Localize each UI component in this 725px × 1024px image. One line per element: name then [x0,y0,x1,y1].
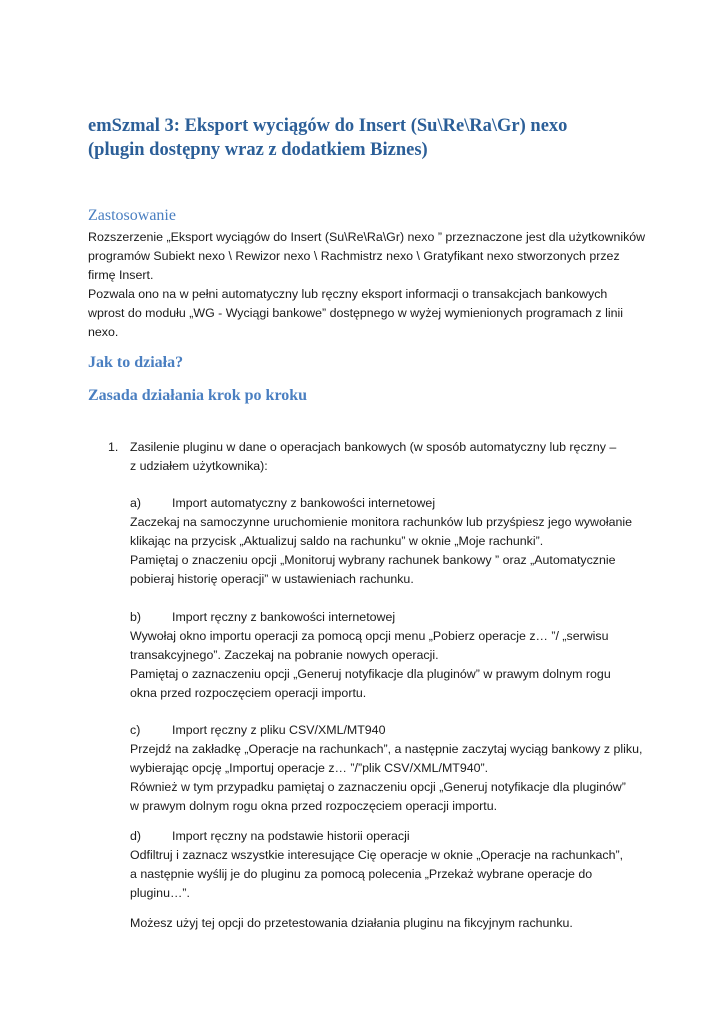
sub-heading-b [130,608,395,627]
sub-d-text [130,846,650,903]
sub-title: Import ręczny z bankowości internetowej [172,610,396,624]
sub-title: Import ręczny na podstawie historii operacji [172,829,410,843]
heading-zasada-dzialania: Zasada działania krok po kroku [88,387,308,404]
text-line: Pozwala ono na w pełni automatyczny lub ręczny eksport informacji o transakcjach bankowych [88,287,608,301]
text-line: klikając na przycisk „Aktualizuj saldo na rachunku” w oknie „Moje rachunki”. [130,534,544,548]
text-line: a następnie wyślij je do pluginu za pomocą polecenia „Przekaż wybrane operacje do [130,867,593,881]
step-1-text [130,438,650,476]
sub-heading-c [130,721,385,740]
title-line: (plugin dostępny wraz z dodatkiem Biznes) [88,140,428,160]
text-line: Również w tym przypadku pamiętaj o zaznaczeniu opcji „Generuj notyfikacje dla pluginów” [130,780,626,794]
paragraph-zastosowanie [88,228,648,342]
sub-heading-a [130,494,435,513]
text-line: okna przed rozpoczęciem operacji importu. [130,686,367,700]
text-line: nexo. [88,325,119,339]
sub-letter: c) [130,723,141,737]
text-line: transakcyjnego”. Zaczekaj na pobranie nowych operacji. [130,648,439,662]
sub-b-text [130,627,650,703]
text-line: pluginu…”. [130,886,190,900]
text-line: Przejdź na zakładkę „Operacje na rachunkach”, a następnie zaczytaj wyciąg bankowy z pliku, [130,742,643,756]
text-line: pobieraj historię operacji” w ustawieniach rachunku. [130,572,414,586]
note-text [130,914,650,933]
text-line: wybierając opcję „Importuj operacje z… ”/”plik CSV/XML/MT940”. [130,761,489,775]
text-line: programów Subiekt nexo \ Rewizor nexo \ Rachmistrz nexo \ Gratyfikant nexo stworzonych przez [88,249,620,263]
sub-a-text [130,513,650,589]
sub-letter: b) [130,610,142,624]
text-line: Pamiętaj o znaczeniu opcji „Monitoruj wybrany rachunek bankowy ” oraz „Automatycznie [130,553,616,567]
text-line: Wywołaj okno importu operacji za pomocą opcji menu „Pobierz operacje z… ”/ „serwisu [130,629,609,643]
text-line: Rozszerzenie „Eksport wyciągów do Insert (Su\Re\Ra\Gr) nexo ” przeznaczone jest dla użytkowników [88,230,646,244]
title-line: emSzmal 3: Eksport wyciągów do Insert (Su\Re\Ra\Gr) nexo [88,116,568,136]
text-line: w prawym dolnym rogu okna przed rozpoczęciem operacji importu. [130,799,498,813]
sub-title: Import ręczny z pliku CSV/XML/MT940 [172,723,386,737]
text-line: Możesz użyj tej opcji do przetestowania działania pluginu na fikcyjnym rachunku. [130,916,573,930]
text-line: firmę Insert. [88,268,154,282]
text-line: Zaczekaj na samoczynne uruchomienie monitora rachunków lub przyśpiesz jego wywołanie [130,515,633,529]
text-line: Odfiltruj i zaznacz wszystkie interesujące Cię operacje w oknie „Operacje na rachunkach”, [130,848,624,862]
sub-title: Import automatyczny z bankowości internetowej [172,496,436,510]
sub-heading-d [130,827,410,846]
text-line: wprost do modułu „WG - Wyciągi bankowe” dostępnego w wyżej wymienionych programach z linii [88,306,623,320]
sub-c-text [130,740,650,816]
sub-letter: a) [130,496,142,510]
sub-letter: d) [130,829,142,843]
text-line: z udziałem użytkownika): [130,459,268,473]
text-line: Zasilenie pluginu w dane o operacjach bankowych (w sposób automatyczny lub ręczny – [130,440,617,454]
heading-zastosowanie: Zastosowanie [88,207,176,224]
text-line: Pamiętaj o zaznaczeniu opcji „Generuj notyfikacje dla pluginów” w prawym dolnym rogu [130,667,611,681]
document-title [88,114,648,162]
heading-jak-to-dziala: Jak to działa? [88,354,184,371]
list-number: 1. [108,440,119,454]
